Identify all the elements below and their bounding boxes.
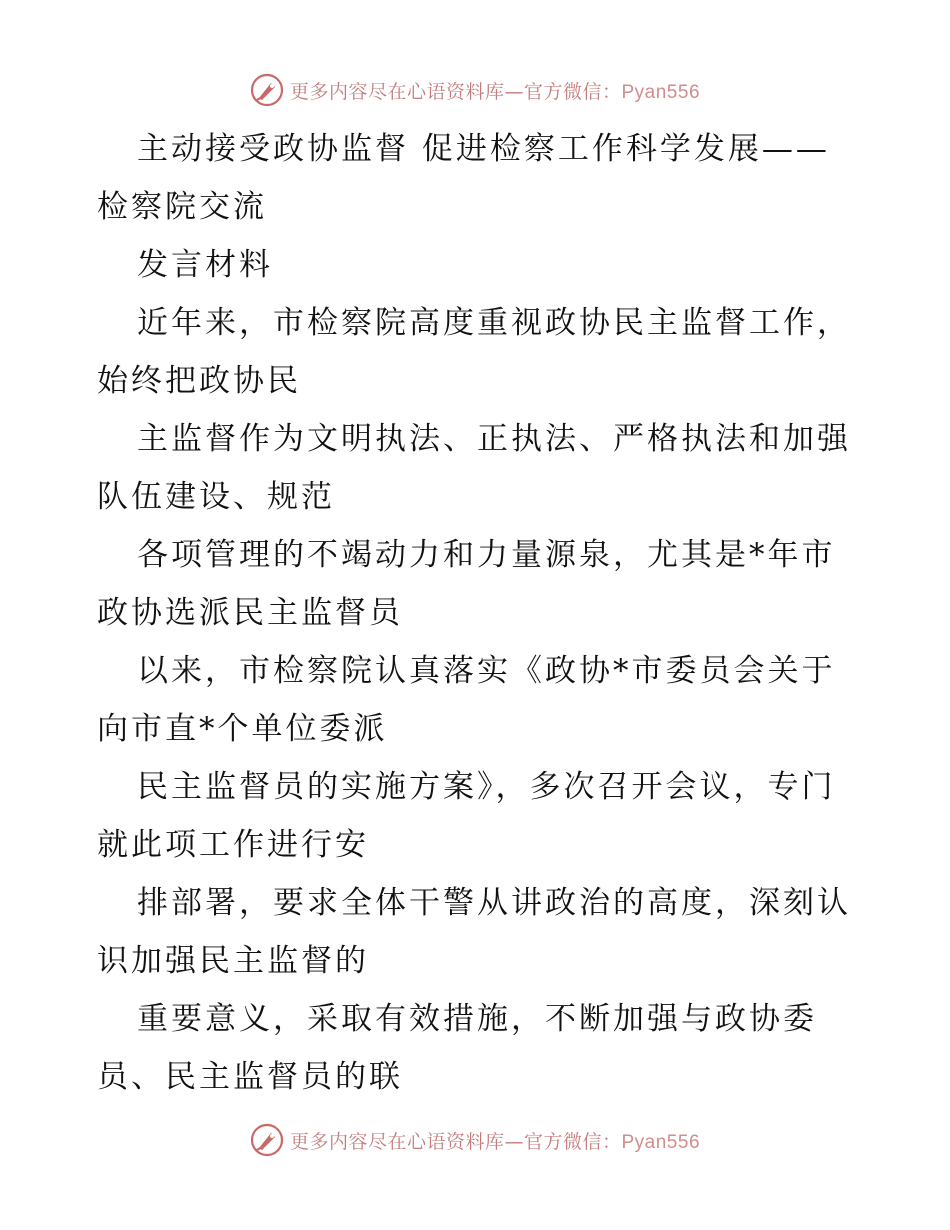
paragraph: 民主监督员的实施方案》，多次召开会议，专门 就此项工作进行安 bbox=[97, 769, 836, 863]
paragraph: 主监督作为文明执法、正执法、严格执法和加强 队伍建设、规范 bbox=[97, 421, 851, 515]
header-watermark bbox=[0, 70, 950, 110]
paragraph: 主动接受政协监督 促进检察工作科学发展—— 检察院交流 bbox=[97, 131, 830, 225]
document-body bbox=[97, 120, 857, 1106]
watermark-text: 更多内容尽在心语资料库—官方微信：Pyan556 bbox=[289, 1130, 701, 1153]
footer-watermark bbox=[0, 1120, 950, 1160]
paragraph: 发言材料 bbox=[137, 247, 273, 283]
paragraph: 各项管理的不竭动力和力量源泉，尤其是*年市 政协选派民主监督员 bbox=[97, 537, 836, 631]
paragraph: 近年来，市检察院高度重视政协民主监督工作， 始终把政协民 bbox=[97, 305, 851, 399]
paragraph: 重要意义，采取有效措施，不断加强与政协委 员、民主监督员的联 bbox=[97, 1001, 817, 1095]
paragraph: 排部署，要求全体干警从讲政治的高度，深刻认 识加强民主监督的 bbox=[97, 885, 851, 979]
pen-nib-logo-icon bbox=[250, 1123, 284, 1157]
pen-nib-logo-icon bbox=[250, 73, 284, 107]
watermark-text: 更多内容尽在心语资料库—官方微信：Pyan556 bbox=[289, 80, 701, 103]
paragraph: 以来，市检察院认真落实《政协*市委员会关于 向市直*个单位委派 bbox=[97, 653, 836, 747]
